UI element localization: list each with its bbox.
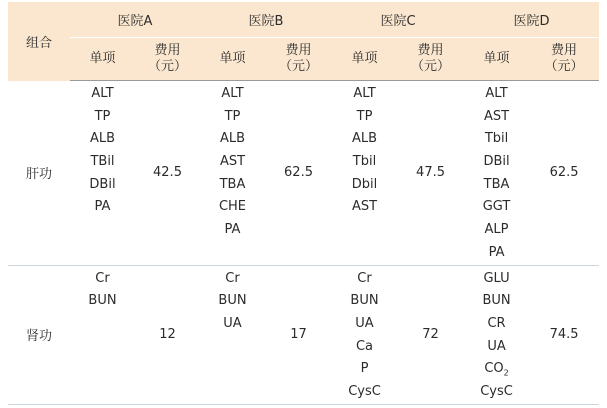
list-item: GLU xyxy=(483,270,510,286)
item-list xyxy=(70,266,135,404)
list-item: TP xyxy=(356,108,373,124)
list-item: AST xyxy=(219,154,246,170)
hospital-c-fee-header xyxy=(397,38,464,81)
hospital-d-item-header: 单项 xyxy=(464,38,529,81)
hospital-b-fee-cell: 62.5 xyxy=(265,81,332,266)
hospital-c-items-cell xyxy=(332,265,397,404)
list-item: Tbil xyxy=(484,131,509,147)
hospital-a-items-cell xyxy=(70,81,135,266)
list-item: BUN xyxy=(218,293,247,309)
hospital-d-fee-cell: 74.5 xyxy=(529,265,599,404)
list-item: TBil xyxy=(90,154,115,170)
fee-header-line1: 费用 xyxy=(154,43,181,58)
hospital-b-items-cell xyxy=(200,81,265,266)
item-list xyxy=(464,266,529,404)
list-item: DBil xyxy=(89,176,116,192)
list-item: CysC xyxy=(348,383,381,399)
fee-header-line2: （元） xyxy=(411,59,451,74)
fee-header-line1: 费用 xyxy=(417,43,444,58)
hospital-a-items-cell xyxy=(70,265,135,404)
list-item: ALP xyxy=(484,222,509,238)
list-item: Tbil xyxy=(352,154,377,170)
list-item: P xyxy=(360,361,369,377)
hospital-d-items-cell xyxy=(464,81,529,266)
hospital-b-items-cell xyxy=(200,265,265,404)
item-list xyxy=(332,81,397,265)
list-item: CR xyxy=(487,315,506,331)
list-item xyxy=(484,358,508,381)
list-item: Ca xyxy=(355,338,374,354)
list-item: ALB xyxy=(351,131,378,147)
list-item: TP xyxy=(224,108,241,124)
table-body xyxy=(8,81,599,405)
list-item: BUN xyxy=(350,293,379,309)
fee-header-line1: 费用 xyxy=(551,43,578,58)
fee-comparison-table xyxy=(8,2,599,405)
hospital-b-header: 医院B xyxy=(200,2,332,38)
table-row xyxy=(8,81,599,266)
hospital-a-fee-cell: 12 xyxy=(135,265,200,404)
group-name-cell: 肝功 xyxy=(8,81,70,266)
list-item: AST xyxy=(351,199,378,215)
item-list xyxy=(200,81,265,265)
subheader-row xyxy=(8,38,599,81)
list-item: UA xyxy=(223,315,242,331)
item-list xyxy=(332,266,397,404)
hospital-c-fee-cell: 72 xyxy=(397,265,464,404)
hospital-c-item-header: 单项 xyxy=(332,38,397,81)
item-text: CO xyxy=(484,361,504,377)
list-item: DBil xyxy=(483,154,510,170)
list-item: BUN xyxy=(88,293,117,309)
hospital-a-fee-cell: 42.5 xyxy=(135,81,200,266)
item-list xyxy=(70,81,135,265)
fee-header-line2: （元） xyxy=(544,59,584,74)
subscript: 2 xyxy=(503,368,509,378)
list-item: ALT xyxy=(353,86,376,101)
fee-header-line1: 费用 xyxy=(285,43,312,58)
hospital-c-items-cell xyxy=(332,81,397,266)
group-header: 组合 xyxy=(25,35,52,51)
list-item: Cr xyxy=(95,270,110,286)
list-item: CysC xyxy=(480,383,513,399)
list-item: GGT xyxy=(482,199,511,215)
list-item: PA xyxy=(224,222,241,238)
hospital-a-header: 医院A xyxy=(70,2,200,38)
list-item: UA xyxy=(355,315,374,331)
list-item: BUN xyxy=(482,293,511,309)
list-item: PA xyxy=(488,244,505,260)
item-list xyxy=(200,266,265,404)
hospital-a-fee-header xyxy=(135,38,200,81)
list-item: TP xyxy=(94,108,111,124)
hospital-c-fee-cell: 47.5 xyxy=(397,81,464,266)
list-item: PA xyxy=(94,199,111,215)
hospital-b-fee-cell: 17 xyxy=(265,265,332,404)
list-item: ALT xyxy=(485,86,508,101)
list-item: CHE xyxy=(218,199,247,215)
table-row xyxy=(8,265,599,404)
list-item: UA xyxy=(487,338,506,354)
fee-header-line2: （元） xyxy=(147,59,187,74)
list-item: TBA xyxy=(219,176,246,192)
item-list xyxy=(464,81,529,265)
list-item: Dbil xyxy=(351,176,378,192)
hospital-d-fee-header xyxy=(529,38,599,81)
hospital-c-header: 医院C xyxy=(332,2,464,38)
list-item: ALB xyxy=(89,131,116,147)
list-item: ALT xyxy=(91,86,114,101)
hospital-d-fee-cell: 62.5 xyxy=(529,81,599,266)
fee-header-line2: （元） xyxy=(279,59,319,74)
hospital-b-fee-header xyxy=(265,38,332,81)
list-item: TBA xyxy=(483,176,510,192)
group-name-cell: 肾功 xyxy=(8,265,70,404)
hospital-d-header: 医院D xyxy=(464,2,599,38)
list-item: ALT xyxy=(221,86,244,101)
hospital-a-item-header: 单项 xyxy=(70,38,135,81)
hospital-d-items-cell xyxy=(464,265,529,404)
list-item: AST xyxy=(483,108,510,124)
table-header xyxy=(8,2,599,81)
list-item: ALB xyxy=(219,131,246,147)
list-item: Cr xyxy=(357,270,372,286)
list-item: Cr xyxy=(225,270,240,286)
hospital-b-item-header: 单项 xyxy=(200,38,265,81)
